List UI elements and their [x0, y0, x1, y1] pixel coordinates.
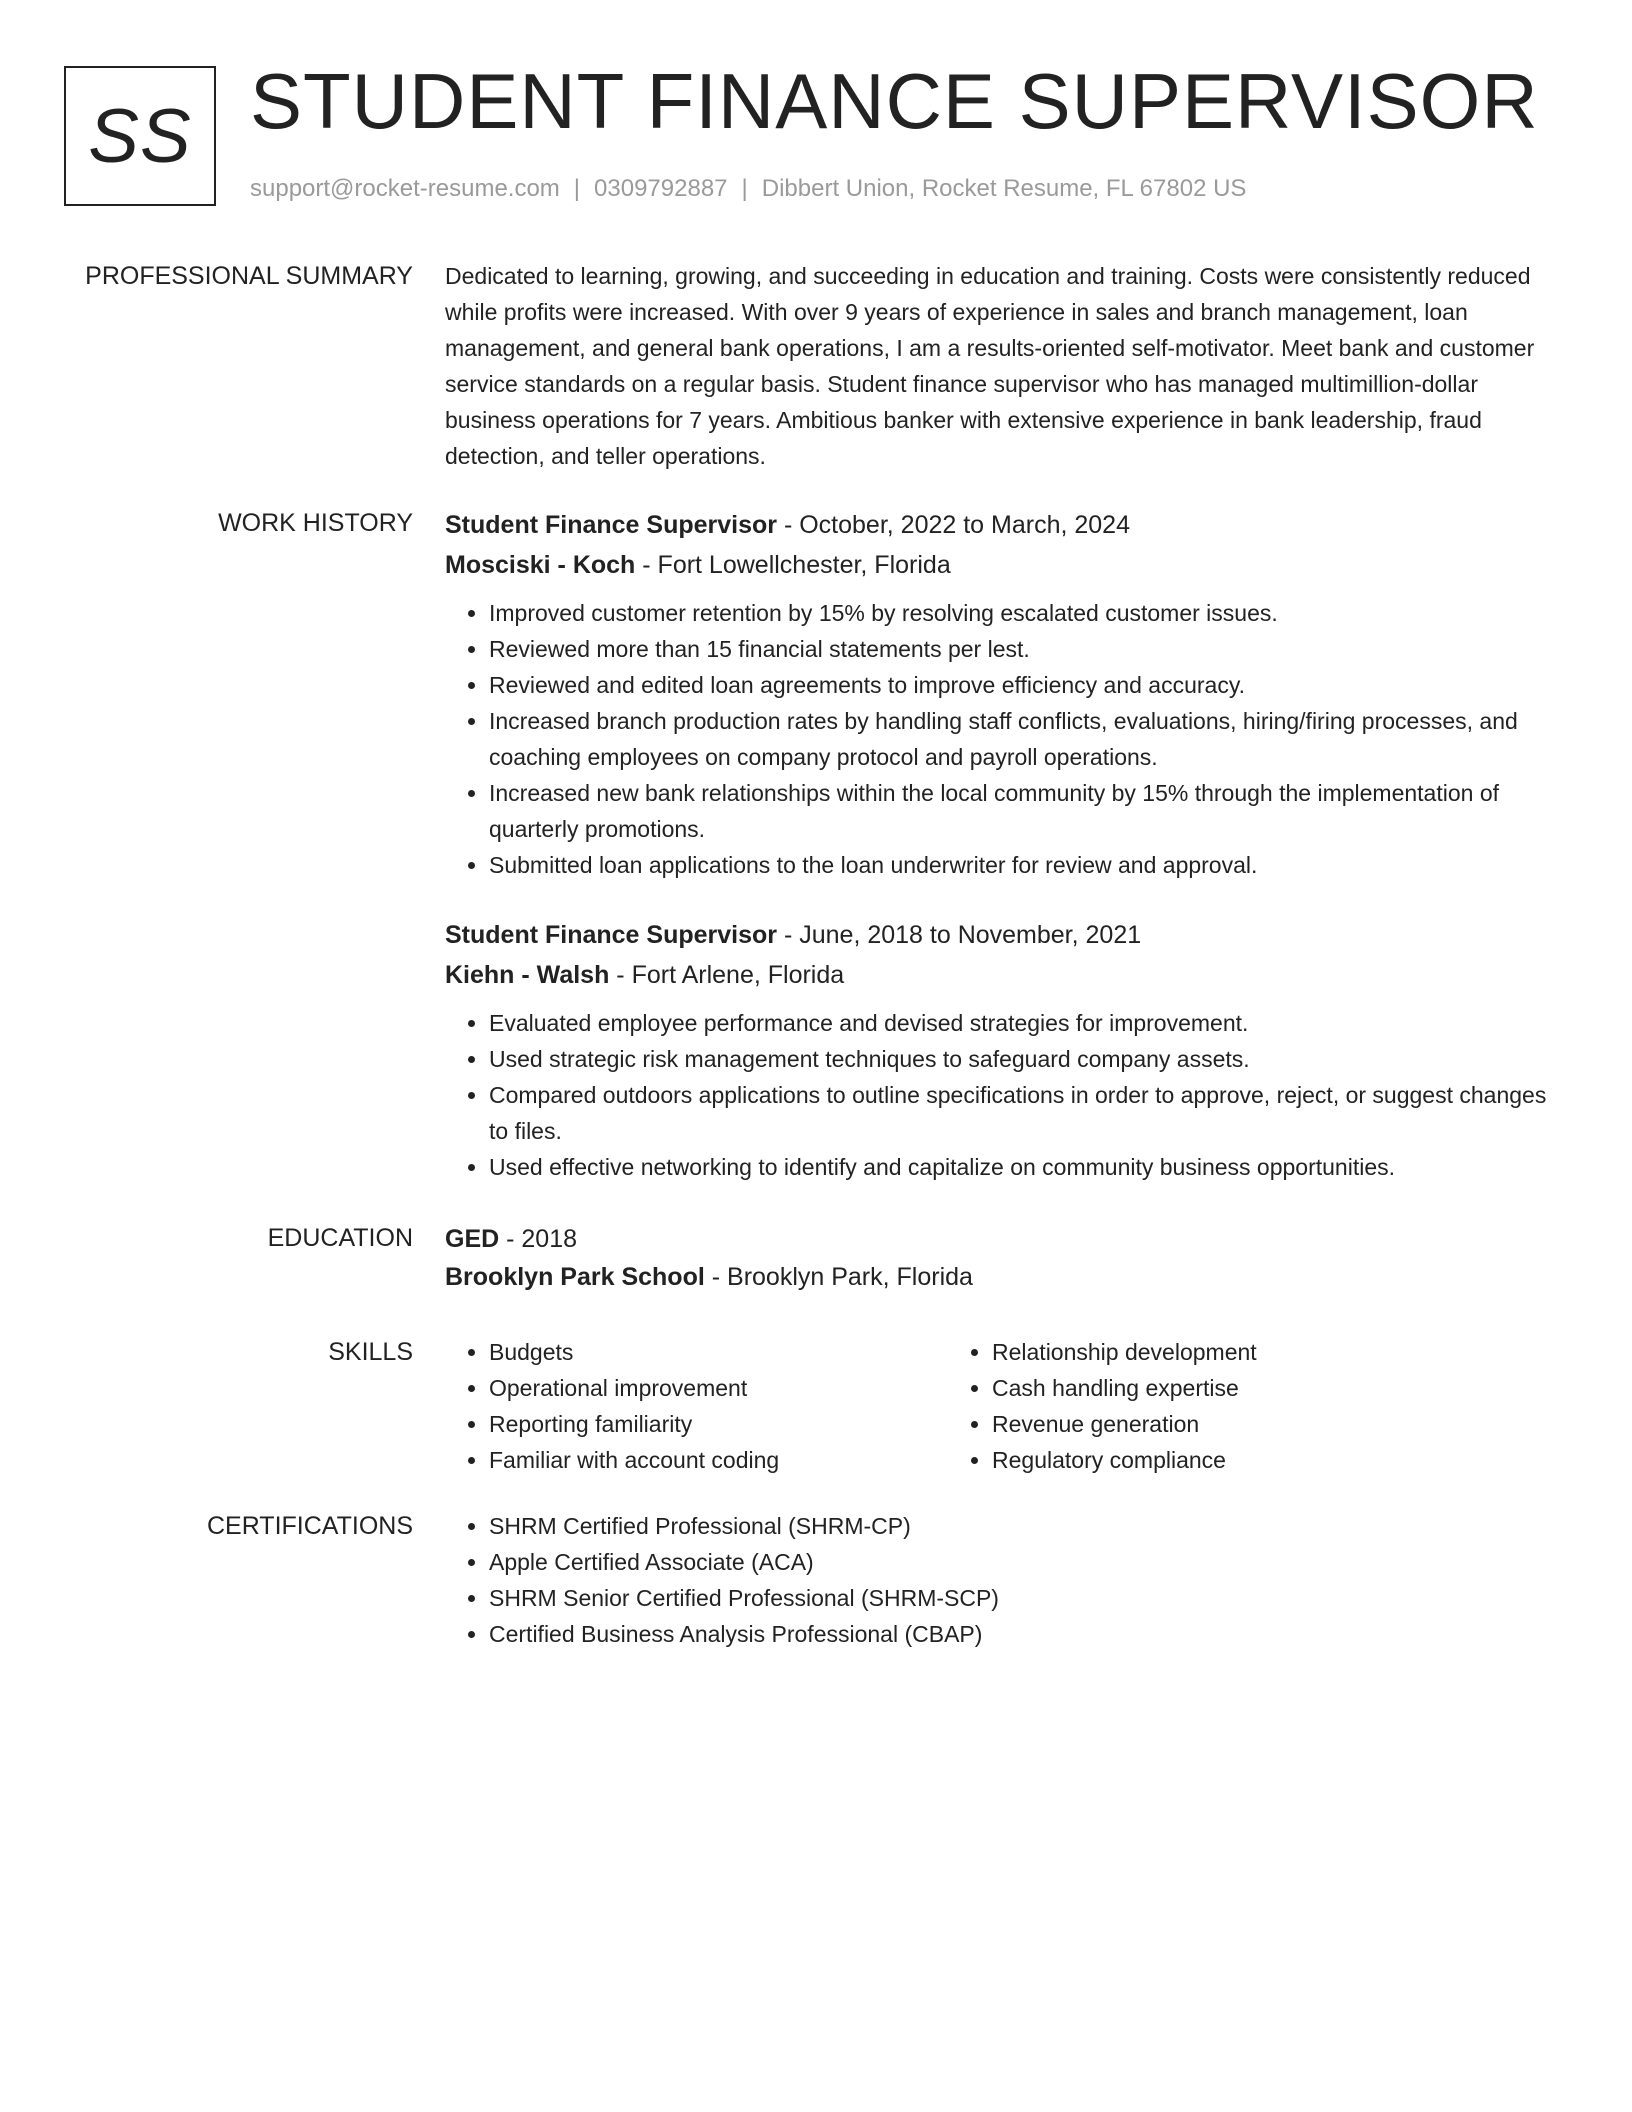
list-item: • Evaluated employee performance and devised strategies for improvement. [489, 1005, 1563, 1041]
list-item: • Improved customer retention by 15% by resolving escalated customer issues. [489, 595, 1563, 631]
list-item: • Regulatory compliance [992, 1442, 1451, 1478]
list-item: • Apple Certified Associate (ACA) [489, 1544, 1563, 1580]
contact-line [250, 172, 1246, 206]
job-entry [445, 915, 1563, 1185]
job-bullets [445, 595, 1563, 883]
education-school: Brooklyn Park School [445, 1263, 705, 1291]
skills-list-right [948, 1334, 1451, 1478]
education-school-line [445, 1258, 1563, 1296]
list-item: • Operational improvement [489, 1370, 948, 1406]
list-item: • SHRM Certified Professional (SHRM-CP) [489, 1508, 1563, 1544]
list-item: • Used strategic risk management techniques to safeguard company assets. [489, 1041, 1563, 1077]
list-item: • Familiar with account coding [489, 1442, 948, 1478]
job-title: Student Finance Supervisor [445, 511, 778, 539]
resume-title: STUDENT FINANCE SUPERVISOR [250, 57, 1539, 145]
skills-heading: SKILLS [328, 1338, 413, 1366]
job-dates: - October, 2022 to March, 2024 [777, 511, 1130, 539]
job-location: - Fort Lowellchester, Florida [635, 551, 951, 579]
list-item: • Used effective networking to identify and capitalize on community business opportunities. [489, 1149, 1563, 1185]
contact-separator: | [573, 175, 581, 202]
list-item: • Increased branch production rates by handling staff conflicts, evaluations, hiring/firing processes, and coaching employees on company protocol and payroll operations. [489, 703, 1563, 775]
job-company: Mosciski - Koch [445, 551, 636, 579]
list-item: • Relationship development [992, 1334, 1451, 1370]
skills-grid [445, 1334, 1563, 1478]
contact-email[interactable]: support@rocket-resume.com [250, 175, 560, 202]
job-title-line [445, 915, 1563, 955]
education-degree: GED [445, 1225, 500, 1253]
job-title-line [445, 505, 1563, 545]
summary-text: Dedicated to learning, growing, and succeeding in education and training. Costs were consistently reduced while profits were increased. With over 9 years of experience in sales and branch management, loan management, and general bank operations, I am a results-oriented self-motivator. Meet bank and customer service standards on a regular basis. Student finance supervisor who has managed multimillion-dollar business operations for 7 years. Ambitious banker with extensive experience in bank leadership, fraud detection, and teller operations. [445, 263, 1535, 469]
list-item: • Submitted loan applications to the loan underwriter for review and approval. [489, 847, 1563, 883]
job-dates: - June, 2018 to November, 2021 [777, 921, 1142, 949]
contact-separator: | [741, 175, 748, 202]
job-company-line [445, 955, 1563, 995]
job-company-line [445, 545, 1563, 585]
list-item: • Reviewed and edited loan agreements to improve efficiency and accuracy. [489, 667, 1563, 703]
list-item: • Cash handling expertise [992, 1370, 1451, 1406]
job-location: - Fort Arlene, Florida [609, 961, 845, 989]
list-item: • Increased new bank relationships within the local community by 15% through the implementation of quarterly promotions. [489, 775, 1563, 847]
list-item: • Reviewed more than 15 financial statements per lest. [489, 631, 1563, 667]
certifications-heading: CERTIFICATIONS [206, 1512, 413, 1540]
list-item: • Reporting familiarity [489, 1406, 948, 1442]
work-history-heading: WORK HISTORY [218, 509, 413, 537]
job-entry [445, 505, 1563, 883]
list-item: • SHRM Senior Certified Professional (SHRM-SCP) [489, 1580, 1563, 1616]
job-title: Student Finance Supervisor [445, 921, 778, 949]
job-company: Kiehn - Walsh [445, 961, 610, 989]
contact-phone[interactable]: 0309792887 [594, 175, 728, 202]
list-item: • Compared outdoors applications to outline specifications in order to approve, reject, or suggest changes to files. [489, 1077, 1563, 1149]
skills-list-left [445, 1334, 948, 1478]
list-item: • Certified Business Analysis Professional (CBAP) [489, 1616, 1563, 1652]
list-item: • Budgets [489, 1334, 948, 1370]
summary-heading: PROFESSIONAL SUMMARY [85, 262, 413, 290]
education-degree-line [445, 1220, 1563, 1258]
education-year: - 2018 [499, 1225, 578, 1253]
education-location: - Brooklyn Park, Florida [704, 1263, 973, 1291]
contact-address: Dibbert Union, Rocket Resume, FL 67802 US [761, 175, 1247, 202]
initials-monogram: SS [64, 66, 216, 206]
certifications-list [445, 1508, 1563, 1652]
list-item: • Revenue generation [992, 1406, 1451, 1442]
education-heading: EDUCATION [267, 1224, 413, 1252]
job-bullets [445, 1005, 1563, 1185]
